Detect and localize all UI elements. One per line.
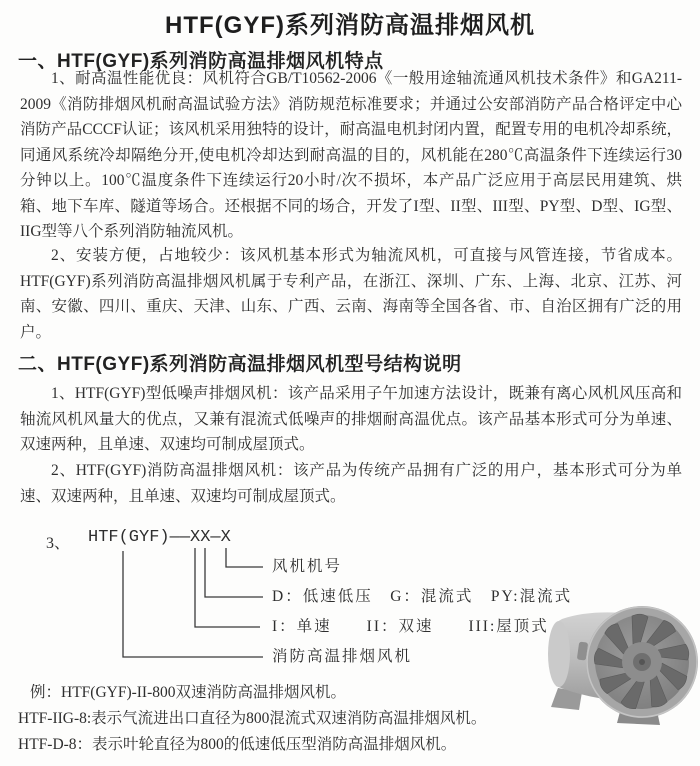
diagram-label-fan-number: 风机机号 — [272, 558, 343, 575]
document-title: HTF(GYF)系列消防高温排烟风机 — [165, 12, 535, 39]
features-paragraph-2: 2、安装方便，占地较少：该风机基本形式为轴流风机，可直接与风管连接，节省成本。HTF(GYF)系列消防高温排烟风机属于专利产品，在浙江、深圳、广东、上海、北京、江苏、河南、安徽、四川、重庆、天津、山东、广西、云南、海南等全国各省、市、自治区拥有广泛的用户。 — [20, 247, 682, 341]
section-model-heading: 二、HTF(GYF)系列消防高温排烟风机型号结构说明 — [18, 354, 462, 375]
diagram-label-speed-codes: I：单速 II：双速 III:屋顶式 — [272, 618, 549, 635]
example-line-3: HTF-D-8：表示叶轮直径为800的低速低压型消防高温排烟风机。 — [18, 736, 457, 753]
fan-hub — [622, 642, 662, 682]
section-features-heading: 一、HTF(GYF)系列消防高温排烟风机特点 — [18, 51, 384, 72]
diagram-label-product-name: 消防高温排烟风机 — [272, 648, 413, 665]
diagram-item-number: 3、 — [46, 535, 71, 552]
model-paragraph-1: 1、HTF(GYF)型低噪声排烟风机：该产品采用子午加速方法设计，既兼有离心风机风压高和轴流风机风量大的优点，又兼有混流式低噪声的排烟耐高温优点。该产品基本形式可分为单速、双速两种，且单速、双速均可制成屋顶式。 — [20, 385, 682, 453]
diagram-model-code: HTF(GYF)——XX—X — [88, 528, 231, 547]
diagram-label-type-codes: D：低速低压 G：混流式 PY:混流式 — [272, 588, 573, 605]
example-line-2: HTF-IIG-8:表示气流进出口直径为800混流式双速消防高温排烟风机。 — [18, 710, 487, 727]
axial-fan-product-photo — [538, 592, 700, 732]
model-paragraph-2: 2、HTF(GYF)消防高温排烟风机：该产品为传统产品拥有广泛的用户，基本形式可分为单速、双速两种，且单速、双速均可制成屋顶式。 — [20, 462, 682, 505]
example-line-1: 例：HTF(GYF)-II-800双速消防高温排烟风机。 — [30, 684, 347, 701]
example-lines — [18, 680, 578, 758]
features-paragraph-1: 1、耐高温性能优良：风机符合GB/T10562-2006《一般用途轴流通风机技术条件》和GA211-2009《消防排烟风机耐高温试验方法》消防规范标准要求；并通过公安部消防产品合格评定中心消防产品CCCF认证；该风机采用独特的设计，耐高温电机封闭内置，配置专用的电机冷却系统，同通风系统冷却隔绝分开,使电机冷却达到耐高温的目的，风机能在280℃高温条件下连续运行30分钟以上。100℃温度条件下连续运行20小时/次不损坏，本产品广泛应用于高层民用建筑、烘箱、地下车库、隧道等场合。还根据不同的场合，开发了I型、II型、III型、PY型、D型、IG型、IIG型等八个系列消防轴流风机。 — [20, 70, 682, 240]
